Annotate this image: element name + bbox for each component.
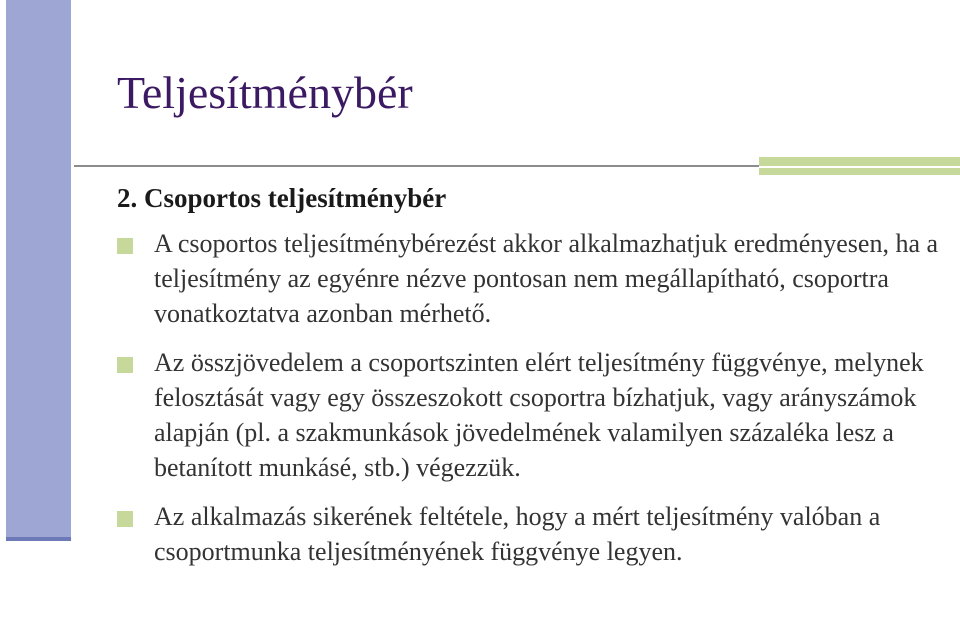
bullet-item	[117, 345, 947, 485]
bullet-list	[117, 226, 947, 583]
bullet-item	[117, 226, 947, 331]
bullet-item	[117, 499, 947, 569]
square-bullet-icon	[117, 357, 133, 373]
slide-title: Teljesítménybér	[117, 67, 413, 118]
sidebar-decoration	[6, 0, 71, 537]
square-bullet-icon	[117, 511, 133, 527]
bullet-text: Az alkalmazás sikerének feltétele, hogy a mért teljesítmény valóban a csoportmunka teljesítményének függvénye legyen.	[154, 502, 881, 566]
square-bullet-icon	[117, 238, 133, 254]
accent-band	[759, 157, 960, 175]
section-heading: 2. Csoportos teljesítménybér	[117, 183, 447, 213]
bullet-text: A csoportos teljesítménybérezést akkor alkalmazhatjuk eredményesen, ha a teljesítmény az egyénre nézve pontosan nem megállapítható, csoportra vonatkoztatva azonban mérhető.	[154, 229, 939, 328]
sidebar-decoration-shadow	[6, 537, 71, 541]
bullet-text: Az összjövedelem a csoportszinten elért teljesítmény függvénye, melynek felosztását vagy egy összeszokott csoportra bízhatjuk, vagy arányszámok alapján (pl. a szakmunkások jövedelmének valamilyen százaléka lesz a betanított munkásé, stb.) végezzük.	[154, 348, 924, 482]
